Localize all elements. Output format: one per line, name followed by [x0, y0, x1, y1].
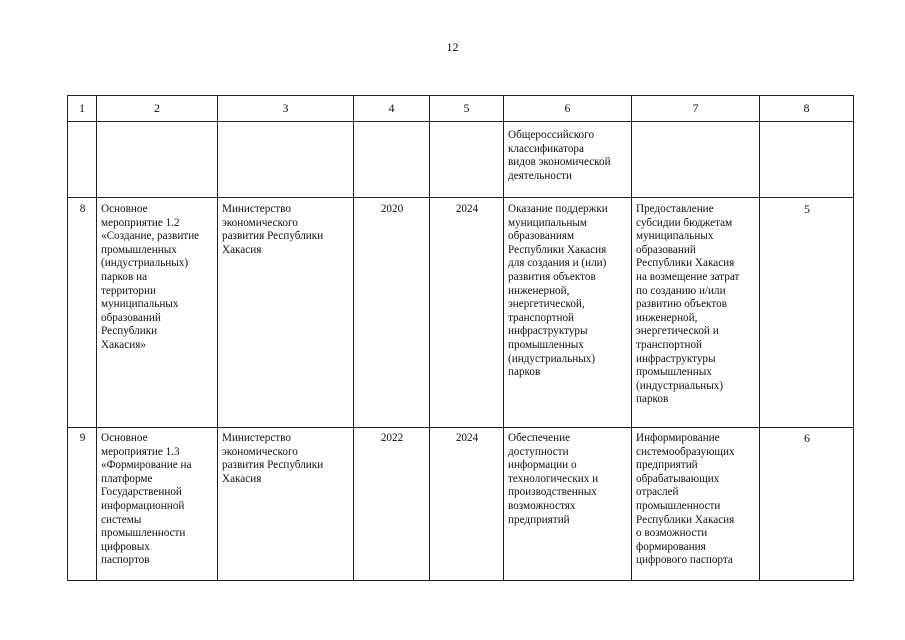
column-header: 4	[354, 96, 430, 122]
cell-empty	[632, 122, 760, 198]
cell-empty	[218, 122, 354, 198]
cell-event: Основное мероприятие 1.2 «Создание, развитие промышленных (индустриальных) парков на территории муниципальных образований Республики Хакасия»	[97, 198, 218, 428]
table-row-continuation	[68, 122, 854, 198]
column-header: 3	[218, 96, 354, 122]
cell-empty	[430, 122, 504, 198]
column-header: 8	[760, 96, 854, 122]
table-row	[68, 428, 854, 581]
column-header: 6	[504, 96, 632, 122]
cell-indicator: 5	[760, 198, 854, 428]
program-table	[67, 95, 854, 581]
cell-result: Оказание поддержки муниципальным образованиям Республики Хакасия для создания и (или) развития объектов инженерной, энергетической, транспортной инфраструктуры промышленных (индустриальных) парков	[504, 198, 632, 428]
cell-measures: Информирование системообразующих предприятий обрабатывающих отраслей промышленности Республики Хакасия о возможности формирования цифрового паспорта	[632, 428, 760, 581]
cell-end-year: 2024	[430, 428, 504, 581]
column-header: 2	[97, 96, 218, 122]
cell-executor: Министерство экономического развития Республики Хакасия	[218, 428, 354, 581]
cell-indicator: 6	[760, 428, 854, 581]
page-number: 12	[446, 40, 459, 54]
cell-empty	[97, 122, 218, 198]
cell-start-year: 2022	[354, 428, 430, 581]
table-header-row	[68, 96, 854, 122]
column-header: 5	[430, 96, 504, 122]
cell-event: Основное мероприятие 1.3 «Формирование на платформе Государственной информационной системы промышленности цифровых паспортов	[97, 428, 218, 581]
cell-empty	[68, 122, 97, 198]
cell-empty	[760, 122, 854, 198]
cell-empty	[354, 122, 430, 198]
table-row	[68, 198, 854, 428]
cell-result: Обеспечение доступности информации о технологических и производственных возможностях предприятий	[504, 428, 632, 581]
cell-executor: Министерство экономического развития Республики Хакасия	[218, 198, 354, 428]
cell-row-number: 9	[68, 428, 97, 581]
column-header: 7	[632, 96, 760, 122]
cell-result: Общероссийского классификатора видов экономической деятельности	[504, 122, 632, 198]
column-header: 1	[68, 96, 97, 122]
cell-measures: Предоставление субсидии бюджетам муниципальных образований Республики Хакасия на возмещение затрат по созданию и/или развитию объектов инженерной, энергетической и транспортной инфраструктуры промышленных (индустриальных) парков	[632, 198, 760, 428]
cell-row-number: 8	[68, 198, 97, 428]
cell-end-year: 2024	[430, 198, 504, 428]
cell-start-year: 2020	[354, 198, 430, 428]
